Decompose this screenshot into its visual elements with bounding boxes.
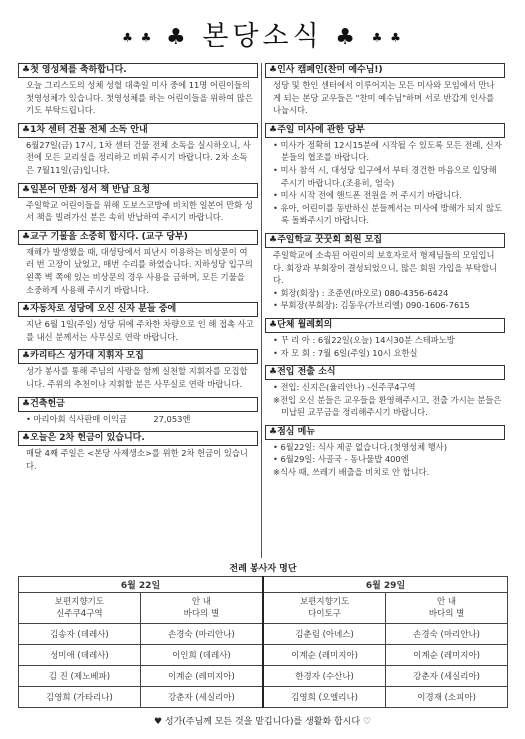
notice-choir-conductor [18, 349, 258, 390]
section-title: ♣교구 기물을 소중히 합시다. (교구 당부) [18, 230, 258, 245]
table-cell: 이계순 (레미지아) [263, 645, 386, 666]
list-item: • 부회장(부회장): 김동우(가브리엘) 090-1606-7615 [273, 300, 470, 311]
column-header: 보편지향기도 신주쿠4구역 [19, 593, 141, 624]
club-icon: ♣ [269, 319, 278, 330]
list-item: • 미사가 정확히 12시15분에 시작될 수 있도록 모든 전례, 신자 분들의 협조를 바랍니다. [273, 139, 502, 163]
server-roster [18, 562, 508, 708]
section-body: 오늘 그리스도의 성체 성혈 대축일 미사 중에 11명 어린이들의 첫영성체가 있습니다. 첫영성체를 하는 어린이들을 위하여 많은 기도 부탁드립니다. [26, 80, 253, 116]
table-cell: 이계순 (레미지아) [386, 645, 508, 666]
list-item: • 미사 시작 전에 핸드폰 전원을 꺼 주시기 바랍니다. [273, 190, 462, 201]
section-title: ♣건축헌금 [18, 397, 258, 412]
list-item: • 회장(회장) : 조준연(바오로) 080-4356-6424 [273, 287, 449, 298]
right-column [265, 63, 505, 485]
notice-car-accident [18, 302, 258, 343]
section-body: 성가 봉사를 통해 주님의 사랑을 함께 실천할 지휘자를 모집합니다. 주위의 추천이나 지휘할 분은 사무실로 연락 바랍니다. [26, 366, 248, 389]
section-text: 주일학교에 소속된 어린이의 보호자로서 형제님들의 모임입니다. 회장과 부회장이 결성되었으니, 많은 회원 가입을 부탁합니다. [273, 249, 498, 286]
table-cell: 성미애 (데레사) [19, 645, 141, 666]
section-title: ♣첫 영성체를 축하합니다. [18, 63, 258, 78]
club-icon: ♣ ♣ [371, 30, 403, 45]
notice-sunday-mass [265, 123, 505, 227]
column-header: 안 내 바다의 별 [140, 593, 263, 624]
section-body [265, 380, 505, 419]
column-header: 보편지향기도 다이토구 [263, 593, 386, 624]
section-title: ♣전입 전출 소식 [265, 365, 505, 380]
table-cell: 김 진 (제노베파) [19, 666, 141, 687]
section-body [265, 138, 505, 227]
club-icon: ♣ [22, 351, 31, 362]
section-body [265, 333, 505, 359]
notice-second-collection [18, 431, 258, 472]
club-icon: ♣ [22, 231, 31, 242]
club-icon: ♣ [269, 124, 278, 135]
table-cell: 한경자 (수산나) [263, 666, 386, 687]
list-item: • 전입: 신지은(율리안나) -신주쿠4구역 [273, 382, 416, 393]
section-title: ♣오늘은 2차 헌금이 있습니다. [18, 431, 258, 446]
section-title: ♣일본어 만화 성서 책 반납 요청 [18, 183, 258, 198]
club-icon: ♣ [22, 65, 31, 75]
notice-monthly-meeting [265, 318, 505, 359]
roster-table [18, 576, 508, 708]
list-item: • 자 모 회 : 7월 6일(주일) 10시 요한실 [273, 347, 418, 358]
list-item: • 6월22일: 식사 제공 없습니다.(첫영성체 행사) [273, 441, 448, 452]
notice-first-communion [18, 63, 258, 117]
club-icon: ♣ [22, 124, 31, 135]
club-icon: ♣ [269, 367, 278, 378]
roster-title: 전례 봉사자 명단 [229, 564, 297, 574]
club-icon: ♣ [166, 25, 190, 50]
date-header: 6월 29일 [263, 577, 508, 593]
club-icon: ♣ [335, 25, 359, 50]
column-divider [261, 63, 262, 558]
notice-lunch-menu [265, 425, 505, 479]
section-title: ♣카리타스 성가대 지휘자 모집 [18, 349, 258, 364]
notice-church-property [18, 230, 258, 296]
section-body: 주일학교 어린이들을 위해 도보스코방에 비치한 일본어 만화 성서 책을 빌려가신 분은 속히 반납하여 주시기 바랍니다. [26, 199, 253, 223]
table-cell: 이계순 (레미지아) [140, 666, 263, 687]
club-icon: ♣ [22, 184, 31, 195]
notice-book-return [18, 183, 258, 224]
section-body: 매달 4째 주일은 <본당 사제생소>를 위한 2차 헌금이 있습니다. [26, 448, 248, 471]
section-title: ♣인사 캠페인(찬미 예수님!) [265, 63, 505, 78]
table-row [19, 645, 508, 666]
list-item: ※식사 때, 쓰레기 배출을 비치로 안 합니다. [273, 467, 430, 478]
club-icon: ♣ [22, 398, 31, 409]
club-icon: ♣ [22, 304, 31, 315]
section-body: • 마리아회 식사판매 이익금 27,053엔 [26, 413, 191, 424]
section-title: ♣1차 센터 건물 전체 소독 안내 [18, 123, 258, 138]
table-cell: 손경숙 (마리안나) [140, 624, 263, 645]
notice-fathers-club [265, 233, 505, 312]
list-item: • 꾸 리 아 : 6월22일(오늘) 14시30분 스테파노방 [273, 334, 455, 345]
list-item: • 유아, 어린이를 동반하신 분들께서는 미사에 방해가 되지 않도록 돌봐주시기 바랍니다. [273, 202, 503, 226]
column-header: 안 내 바다의 별 [386, 593, 508, 624]
page-title [0, 14, 525, 53]
table-row [19, 624, 508, 645]
club-icon: ♣ ♣ [122, 30, 154, 45]
table-cell: 손경숙 (마리안나) [386, 624, 508, 645]
date-header: 6월 22일 [19, 577, 263, 593]
table-row [19, 687, 508, 708]
section-title: ♣점심 메뉴 [265, 425, 505, 440]
table-cell: 김영희 (오엘리나) [263, 687, 386, 708]
table-row [19, 666, 508, 687]
notice-greeting-campaign [265, 63, 505, 117]
title-text: 본당소식 [202, 21, 323, 52]
section-title: ♣주일 미사에 관한 당부 [265, 123, 505, 138]
section-body: 재해가 발생했을 때, 대성당에서 피난시 이용하는 비상문이 여러 번 고장이 났었고, 매번 수리를 하였습니다. 지하성당 입구의 왼쪽 벽 쪽에 있는 비상문의 경우 사용을 금하며, 모든 기물을 소중하게 사용해 주시기 바랍니다. [26, 246, 253, 295]
left-column [18, 63, 258, 478]
section-body [265, 440, 505, 479]
section-body: 성당 및 한인 센터에서 이루어지는 모든 미사와 모임에서 만나게 되는 본당 교우들은 "찬미 예수님"하며 서로 반갑게 인사를 나눕시다. [273, 80, 495, 116]
section-body [265, 248, 505, 312]
footer-motto: ♥ 성가(주님께 모든 것을 맡깁니다)를 생활화 합시다 ♡ [153, 717, 372, 727]
club-icon: ♣ [269, 234, 278, 245]
table-row [19, 593, 508, 624]
list-item: ※전입 오신 분들은 교우들을 환영해주시고, 전출 가시는 분들은 미납된 교무금을 정리해주시기 바랍니다. [273, 394, 502, 418]
club-icon: ♣ [269, 426, 278, 437]
section-body: 6월27일(금) 17시, 1차 센터 건물 전체 소독을 실시하오니, 사전에 모든 교리실을 정리하고 비워 주시기 바랍니다. 2차 소독은 7월11일(금)입니다. [26, 139, 251, 175]
club-icon: ♣ [22, 433, 31, 444]
table-cell: 이인희 (데레사) [140, 645, 263, 666]
table-row [19, 577, 508, 593]
table-cell: 김송자 (데레사) [19, 624, 141, 645]
list-item: • 6월29일: 사골국 - 동나물밥 400엔 [273, 454, 409, 465]
list-item: • 미사 참석 시, 대성당 입구에서 부터 경건한 마음으로 입당해주시기 바랍니다.(조용히, 엄숙) [273, 164, 497, 188]
section-body: 지난 6월 1일(주일) 성당 뒤에 주차한 차량으로 인 해 접촉 사고를 내신 분께서는 사무실로 연락 바랍니다. [26, 319, 254, 342]
section-title: ♣주일학교 꿋꿋회 회원 모집 [265, 233, 505, 248]
table-cell: 강춘자 (세실리아) [140, 687, 263, 708]
notice-disinfection [18, 123, 258, 177]
table-cell: 김춘림 (아녜스) [263, 624, 386, 645]
table-cell: 강춘자 (세실리아) [386, 666, 508, 687]
table-cell: 이경재 (소피아) [386, 687, 508, 708]
section-title: ♣자동차로 성당에 오신 신자 분들 중에 [18, 302, 258, 317]
club-icon: ♣ [269, 65, 278, 75]
section-title: ♣단체 월례회의 [265, 318, 505, 333]
table-cell: 김영희 (가타리나) [19, 687, 141, 708]
notice-transfer [265, 365, 505, 419]
notice-building-fund [18, 397, 258, 426]
